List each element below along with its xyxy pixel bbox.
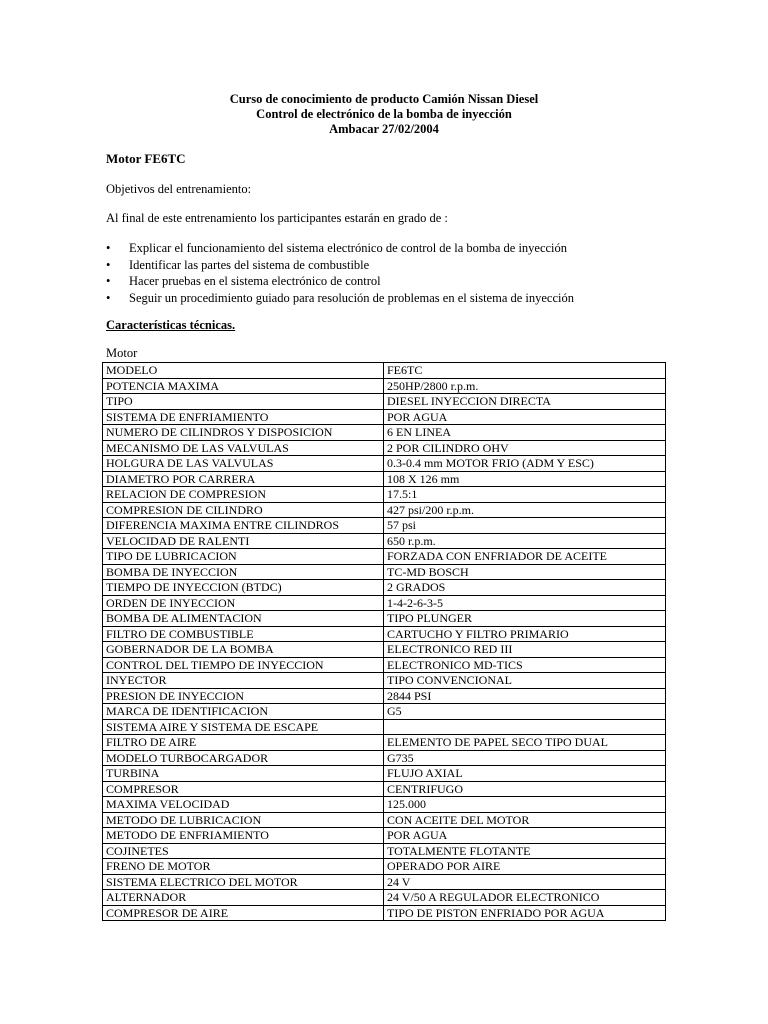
objective-item: [106, 290, 574, 307]
bullet-icon: •: [106, 257, 111, 272]
spec-parameter: DIFERENCIA MAXIMA ENTRE CILINDROS: [103, 518, 384, 534]
spec-parameter: TIPO DE LUBRICACION: [103, 549, 384, 565]
table-row: [103, 518, 666, 534]
table-row: [103, 425, 666, 441]
table-row: [103, 409, 666, 425]
table-row: [103, 642, 666, 658]
section-title: Características técnicas.: [106, 318, 236, 332]
spec-parameter: FILTRO DE AIRE: [103, 735, 384, 751]
spec-value: FE6TC: [384, 363, 666, 379]
spec-value: TIPO DE PISTON ENFRIADO POR AGUA: [384, 905, 666, 921]
table-row: [103, 549, 666, 565]
course-date: Ambacar 27/02/2004: [329, 122, 439, 136]
table-row: [103, 580, 666, 596]
spec-value: 0.3-0.4 mm MOTOR FRIO (ADM Y ESC): [384, 456, 666, 472]
table-row: [103, 828, 666, 844]
table-row: [103, 394, 666, 410]
table-row: [103, 781, 666, 797]
table-row: [103, 766, 666, 782]
spec-value: TOTALMENTE FLOTANTE: [384, 843, 666, 859]
objective-item: [106, 273, 574, 290]
table-row: [103, 874, 666, 890]
table-caption: Motor: [106, 346, 138, 360]
spec-value: FORZADA CON ENFRIADOR DE ACEITE: [384, 549, 666, 565]
spec-value: ELEMENTO DE PAPEL SECO TIPO DUAL: [384, 735, 666, 751]
spec-parameter: COMPRESOR DE AIRE: [103, 905, 384, 921]
spec-parameter: DIAMETRO POR CARRERA: [103, 471, 384, 487]
table-row: [103, 626, 666, 642]
spec-parameter: SISTEMA ELECTRICO DEL MOTOR: [103, 874, 384, 890]
spec-value: TC-MD BOSCH: [384, 564, 666, 580]
spec-value: 125.000: [384, 797, 666, 813]
table-row: [103, 735, 666, 751]
spec-parameter: FRENO DE MOTOR: [103, 859, 384, 875]
objectives-list: [106, 240, 574, 306]
spec-value: ELECTRONICO MD-TICS: [384, 657, 666, 673]
table-row: [103, 890, 666, 906]
table-row: [103, 502, 666, 518]
spec-value: FLUJO AXIAL: [384, 766, 666, 782]
table-row: [103, 688, 666, 704]
spec-value: [384, 719, 666, 735]
spec-parameter: PRESION DE INYECCION: [103, 688, 384, 704]
bullet-icon: •: [106, 241, 111, 255]
bullet-icon: •: [106, 290, 111, 305]
spec-parameter: ALTERNADOR: [103, 890, 384, 906]
spec-parameter: ORDEN DE INYECCION: [103, 595, 384, 611]
spec-value: 6 EN LINEA: [384, 425, 666, 441]
spec-value: POR AGUA: [384, 828, 666, 844]
document-header: [0, 92, 768, 137]
spec-parameter: COMPRESION DE CILINDRO: [103, 502, 384, 518]
table-row: [103, 657, 666, 673]
spec-parameter: NUMERO DE CILINDROS Y DISPOSICION: [103, 425, 384, 441]
spec-parameter: HOLGURA DE LAS VALVULAS: [103, 456, 384, 472]
spec-value: 250HP/2800 r.p.m.: [384, 378, 666, 394]
spec-parameter: MODELO TURBOCARGADOR: [103, 750, 384, 766]
spec-parameter: POTENCIA MAXIMA: [103, 378, 384, 394]
spec-parameter: TIPO: [103, 394, 384, 410]
spec-parameter: GOBERNADOR DE LA BOMBA: [103, 642, 384, 658]
table-row: [103, 378, 666, 394]
spec-value: G5: [384, 704, 666, 720]
spec-parameter: MAXIMA VELOCIDAD: [103, 797, 384, 813]
spec-value: 24 V: [384, 874, 666, 890]
table-row: [103, 440, 666, 456]
table-row: [103, 595, 666, 611]
spec-value: CON ACEITE DEL MOTOR: [384, 812, 666, 828]
spec-value: ELECTRONICO RED III: [384, 642, 666, 658]
spec-parameter: CONTROL DEL TIEMPO DE INYECCION: [103, 657, 384, 673]
spec-parameter: MODELO: [103, 363, 384, 379]
spec-parameter: RELACION DE COMPRESION: [103, 487, 384, 503]
spec-value: DIESEL INYECCION DIRECTA: [384, 394, 666, 410]
spec-parameter: BOMBA DE INYECCION: [103, 564, 384, 580]
course-title: Curso de conocimiento de producto Camión Nissan Diesel: [229, 92, 539, 106]
spec-value: TIPO CONVENCIONAL: [384, 673, 666, 689]
table-row: [103, 704, 666, 720]
spec-value: 1-4-2-6-3-5: [384, 595, 666, 611]
spec-value: 2 POR CILINDRO OHV: [384, 440, 666, 456]
spec-parameter: BOMBA DE ALIMENTACION: [103, 611, 384, 627]
bullet-icon: •: [106, 274, 111, 288]
spec-parameter: SISTEMA AIRE Y SISTEMA DE ESCAPE: [103, 719, 384, 735]
objective-text: Seguir un procedimiento guiado para resolución de problemas en el sistema de inyección: [129, 290, 575, 305]
course-subtitle: Control de electrónico de la bomba de inyección: [256, 107, 512, 121]
spec-parameter: MARCA DE IDENTIFICACION: [103, 704, 384, 720]
spec-value: 24 V/50 A REGULADOR ELECTRONICO: [384, 890, 666, 906]
specs-table-body: [103, 363, 666, 921]
table-row: [103, 843, 666, 859]
table-row: [103, 797, 666, 813]
spec-value: TIPO PLUNGER: [384, 611, 666, 627]
table-row: [103, 564, 666, 580]
spec-parameter: COJINETES: [103, 843, 384, 859]
spec-parameter: MECANISMO DE LAS VALVULAS: [103, 440, 384, 456]
spec-value: CARTUCHO Y FILTRO PRIMARIO: [384, 626, 666, 642]
table-row: [103, 750, 666, 766]
table-row: [103, 905, 666, 921]
objectives-label: Objetivos del entrenamiento:: [106, 182, 252, 196]
spec-value: 427 psi/200 r.p.m.: [384, 502, 666, 518]
spec-parameter: METODO DE LUBRICACION: [103, 812, 384, 828]
spec-value: OPERADO POR AIRE: [384, 859, 666, 875]
table-row: [103, 471, 666, 487]
specs-table: [102, 362, 666, 921]
spec-parameter: TIEMPO DE INYECCION (BTDC): [103, 580, 384, 596]
objective-item: [106, 240, 574, 257]
objective-item: [106, 257, 574, 274]
table-row: [103, 487, 666, 503]
objective-text: Identificar las partes del sistema de combustible: [129, 257, 370, 272]
spec-value: 650 r.p.m.: [384, 533, 666, 549]
spec-parameter: METODO DE ENFRIAMIENTO: [103, 828, 384, 844]
spec-value: G735: [384, 750, 666, 766]
table-row: [103, 719, 666, 735]
spec-value: 108 X 126 mm: [384, 471, 666, 487]
spec-parameter: COMPRESOR: [103, 781, 384, 797]
table-row: [103, 859, 666, 875]
table-row: [103, 533, 666, 549]
spec-value: 17.5:1: [384, 487, 666, 503]
spec-parameter: SISTEMA DE ENFRIAMIENTO: [103, 409, 384, 425]
spec-value: 57 psi: [384, 518, 666, 534]
table-row: [103, 456, 666, 472]
intro-text: Al final de este entrenamiento los participantes estarán en grado de :: [106, 211, 448, 225]
spec-parameter: INYECTOR: [103, 673, 384, 689]
table-row: [103, 363, 666, 379]
spec-value: 2844 PSI: [384, 688, 666, 704]
motor-title: Motor FE6TC: [106, 151, 186, 166]
spec-value: POR AGUA: [384, 409, 666, 425]
table-row: [103, 611, 666, 627]
spec-parameter: FILTRO DE COMBUSTIBLE: [103, 626, 384, 642]
objective-text: Explicar el funcionamiento del sistema electrónico de control de la bomba de inyección: [129, 241, 568, 255]
spec-parameter: VELOCIDAD DE RALENTI: [103, 533, 384, 549]
spec-value: CENTRIFUGO: [384, 781, 666, 797]
spec-parameter: TURBINA: [103, 766, 384, 782]
table-row: [103, 812, 666, 828]
table-row: [103, 673, 666, 689]
spec-value: 2 GRADOS: [384, 580, 666, 596]
objective-text: Hacer pruebas en el sistema electrónico de control: [129, 274, 381, 288]
